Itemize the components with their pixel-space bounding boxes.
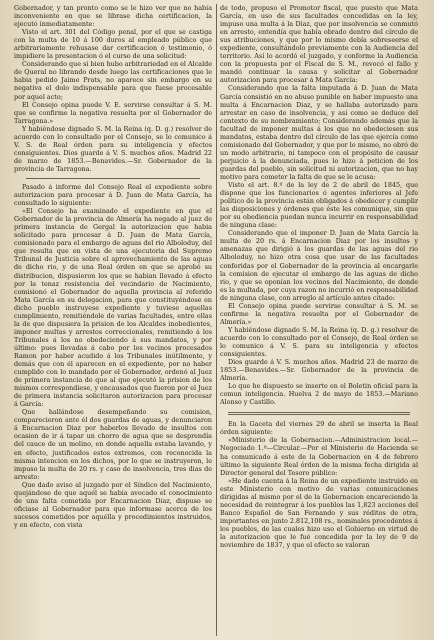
column-rule xyxy=(216,4,217,636)
right-column xyxy=(220,4,418,638)
paragraph: En la Gaceta del viernes 29 de abril se inserta la Real órden siguiente: xyxy=(220,420,418,437)
left-column xyxy=(14,4,212,638)
paragraph: Que dado aviso al juzgado por el Síndico del Nacimiento, quejándose de que aquél se habia avocado el conocimiento de una falta cometida por Encarnacion Diaz, dispuso se oficiase al Gobernador para que informase acerca de los sucesos cometidos por aquélla y procedimientos instruidos, y en efecto, con vista xyxy=(14,480,212,529)
paragraph: Visto el art. 8.º de la ley de 2 de abril de 1845, que dispone que los funcionarios ó agentes inferiores al Jefe político de la provincia están obligados á obedecer y cumplir las disposiciones y órdenes que éste les comunique, sin que por su obediencia puedan nunca incurrir en responsabilidad de ninguna clase: xyxy=(220,181,418,230)
paragraph: «He dado cuenta á la Reina de un expediente instruido en este Ministerio con motivo de varias comunicaciones dirigidas al mismo por el de la Gobernacion encareciendo la necesidad de reintegrar á los pueblos las 1,823 acciones del Banco Español de San Fernando y sus réditos de otra, importantes en junto 2.812,108 rs., nominales procedentes á los pueblos, de las cuales hizo uso el Gobierno en virtud de la autorizacion que le fué concedida por la ley de 9 de noviembre de 1837, y que el efecto se valoran xyxy=(220,476,418,550)
paragraph: Y habiéndose dignado S. M. la Reina (q. D. g.) resolver de acuerdo con lo consultado por el Consejo, se lo comunico á V. S. de Real órden para su inteligencia y efectos consiguientes. Dios guarde á V. S. muchos años. Madrid 22 de marzo de 1853.—Benavides.—Sr. Gobernador de la provincia de Tarragona. xyxy=(14,124,212,173)
paragraph: Dios guarde á V. S. muchos años. Madrid 23 de marzo de 1853.—Benavides.—Sr. Gobernador de la provincia de Almería. xyxy=(220,358,418,383)
paragraph: Considerando que si bien hubo arbitrariedad en el Alcalde de Queral no librando desde luego las certificaciones que le habia pedido Jaime Prats, no aparece sin embargo en su negativa el dolo indispensable para que fuese procesable por aquel acto; xyxy=(14,60,212,101)
paragraph: «Ministerio de la Gobernacion.—Administracion local.—Negociado 1.º—Circular.—Por el Ministerio de Hacienda se ha comunicado á este de la Gobernacion en 4 de febrero último la siguiente Real órden de la misma fecha dirigida al Director general del Tesoro público: xyxy=(220,436,418,477)
paragraph: Pasado á informe del Consejo Real el expediente sobre autorizacion para procesar á D. Juan de Mata García, ha consultado lo siguiente: xyxy=(14,182,212,208)
paragraph: «El Consejo ha examinado el expediente en que el Gobernador de la provincia de Almería ha negado al juez de primera instancia de Gergal la autorizacion que habia solicitado para procesar á D. Juan de Mata García, comisionado para el embargo de aguas del rio Alboloduy, del que resulta que en vista de una ejecutoria del Supremo Tribunal de Justicia sobre el aprovechamiento de las aguas de dicho rio, y de una Real órden en que se aprobó su distribucion, dispusieron los que se habian llevado á efecto por la tenaz resistencia del vecindario de Nacimiento, comisionó el Gobernador de aquella provincia al referido Mata García en su delegacion, para que constituyéndose en dicho pueblo instruyese expediente y tuviese aquellas cumplimiento, remitiéndole de varias facultades, entre ellas la de que dispusiera la prision de los Alcaldes inobedientes, imponer multas y arrestos correccionales, remitiendo á los Tribunales á los no obedeciendo á sus mandatos, y por último: pues llevadas á cabo por los vecinos procesados Ramon por haber acudido á los Tribunales inútilmente, y demás que con él aparecen en el expediente, por no haber cumplido con lo mandado por el Gobernador, ordenó al Juez de primera instancia de que al que ejecutó la prision de los mismos correspondiese, y encausados que fueron por el Juez de primera instancia solicitaron autorizacion para procesar á García: xyxy=(14,207,212,409)
paragraph: Y habiéndose dignado S. M. la Reina (q. D. g.) resolver de acuerdo con lo consultado por el Consejo, de Real órden se lo comunico á V. S. para su inteligencia y efectos consiguientes. xyxy=(220,325,418,359)
paragraph: El Consejo opina puede servirse consultar á S. M. se confirme la negativa resuelta por el Gobernador de Almería.» xyxy=(220,301,418,326)
paragraph: de todo, propuso el Promotor fiscal, que puesto que Mata García, en uso de sus facultades concedidas en la ley, impuso una multa á la Diaz, que por insolvencia se conmutó en arresto, entendía que había obrado dentro del círculo de sus atribuciones, y que por lo mismo debía sobreseerse el expediente, consultándolo previamente con la Audiencia del territorio. Así lo acordó el juzgado, y conforme la Audiencia con la propuesta por el Fiscal de S. M., revocó el fallo y mandó continuar la causa y solicitar al Gobernador autorizacion para procesar á Mata García: xyxy=(220,4,418,85)
paragraph: Visto el art. 301 del Código penal, por el que se castiga con la multa de 10 á 100 duros al empleado público que arbitrariamente rehusase dar certificacion ó testimonio, ó impidiere la presentacion ó el curso de una solicitud: xyxy=(14,28,212,61)
paragraph: Considerando que el imponer D. Juan de Mata García la multa de 20 rs. á Encarnacion Diaz por los insultos y amenazas que dirigió á los guardas de las aguas del rio Alboloduy, no hizo otra cosa que usar de las facultades conferidas por el Gobernador de la provincia al encargarle la comision de ejecutar el embargo de las aguas de dicho rio, y que se oponían los vecinos del Nacimiento, de donde es la multada, por cuya razon no incurrió en responsabilidad de ninguna clase, con arreglo al artículo antes citado: xyxy=(220,229,418,302)
paragraph: El Consejo opina puede V. E. servirse consultar á S. M. que se confirme la negativa resuelta por el Gobernador de Tarragona.» xyxy=(14,100,212,125)
paragraph: Que hallándose desempeñando su comision, comparecieron ante él dos guardas de aguas, y denunciaron á Encarnacion Diaz por haberlos llevado de insultos con ocasion de ir á tapar un chorro de agua que se desprendía del cauce de un molino, en donde aquella estaba lavando, y en efecto, justificados estos extremos, con reconocida la misma intencion en los dichos, por lo que se instruyeron, le impuso la multa de 20 rs. y caso de insolvencia, tres dias de arresto: xyxy=(14,408,212,481)
paragraph: Considerando que la falta imputada á D. Juan de Mata García consistió en no abuso punible en haber impuesto una multa á Encarnacion Diaz, y se hallaba autorizado para arrestar en caso de insolvencia, y así como se deduce del contexto de su nombramiento; Considerando además que la facultad de imponer multas á los que no obedeciesen sus mandatos, estaba dentro del círculo de las que ejercía como comisionado del Gobernador, y que por lo mismo, no obró de un modo arbitrario, ni tampoco con el propósito de causar perjuicio á la denunciada, pues lo hizo á peticion de los guardas del pueblo, sin solicitud ni autorizacion, que no hay motivo para cometer la falta de que se le acusa: xyxy=(220,84,418,181)
section-divider xyxy=(26,178,200,179)
section-divider xyxy=(228,412,410,415)
paragraph: Gobernador, y tan pronto como se le hizo ver que no habia inconveniente en que se librase dicha certificacion, la ejecutó inmediatamente: xyxy=(14,4,212,29)
paragraph: Lo que he dispuesto se inserte en el Boletin oficial para la comun inteligencia. Huelva 2 de mayo de 1853.—Mariano Alonso y Castillo. xyxy=(220,382,418,407)
